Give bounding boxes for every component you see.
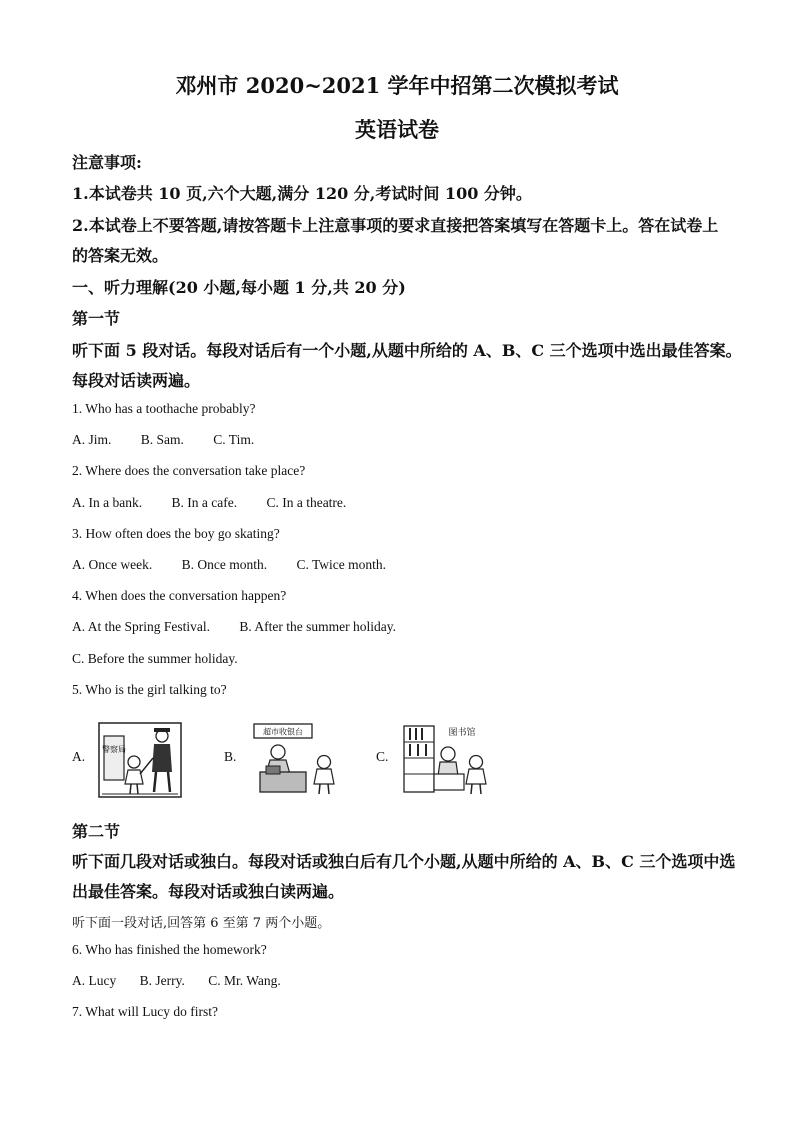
option-b: B. Once month. <box>181 557 268 572</box>
option-a: A. In a bank. <box>72 495 143 510</box>
part1-heading: 一、听力理解(20 小题,每小题 1 分,共 20 分) <box>72 278 406 297</box>
question-1: 1. Who has a toothache probably? <box>72 401 256 416</box>
notes-item-1: 1.本试卷共 10 页,六个大题,满分 120 分,考试时间 100 分钟。 <box>72 184 532 203</box>
notes-item-2-cont: 的答案无效。 <box>72 246 169 265</box>
supermarket-checkout-picture <box>252 722 344 798</box>
notes-item-2: 2.本试卷上不要答题,请按答题卡上注意事项的要求直接把答案填写在答题卡上。答在试卷上 <box>72 216 719 235</box>
question-4-option-c: C. Before the summer holiday. <box>72 651 238 666</box>
section2-sub-instruction: 听下面一段对话,回答第 6 至第 7 两个小题。 <box>72 916 331 931</box>
picture-c-label: C. <box>376 749 389 764</box>
option-a: A. Lucy <box>72 973 117 988</box>
exam-subtitle: 英语试卷 <box>355 117 439 142</box>
section1-heading: 第一节 <box>72 309 121 328</box>
supermarket-checkout-sign: 超市收银台 <box>263 727 303 737</box>
option-a: A. Once week. <box>72 557 153 572</box>
picture-a-label: A. <box>72 749 86 764</box>
option-b: B. Jerry. <box>139 973 185 988</box>
question-7: 7. What will Lucy do first? <box>72 1004 218 1019</box>
police-station-picture <box>98 722 182 798</box>
section1-instruction-cont: 每段对话读两遍。 <box>72 371 201 390</box>
question-3: 3. How often does the boy go skating? <box>72 526 280 541</box>
option-c: C. In a theatre. <box>266 495 347 510</box>
section2-heading: 第二节 <box>72 822 121 841</box>
question-2-options <box>72 495 372 511</box>
option-b: B. Sam. <box>140 432 184 447</box>
question-3-options <box>72 557 412 573</box>
library-picture <box>402 722 490 798</box>
option-b: B. After the summer holiday. <box>239 619 396 634</box>
question-2: 2. Where does the conversation take place? <box>72 463 306 478</box>
notes-heading: 注意事项: <box>72 153 142 172</box>
question-5: 5. Who is the girl talking to? <box>72 682 227 697</box>
option-a: A. At the Spring Festival. <box>72 619 210 634</box>
option-a: A. Jim. <box>72 432 112 447</box>
question-6-options <box>72 973 307 989</box>
exam-title: 邓州市 2020~2021 学年中招第二次模拟考试 <box>175 73 619 98</box>
police-station-sign: 警察局 <box>102 745 126 754</box>
section1-instruction: 听下面 5 段对话。每段对话后有一个小题,从题中所给的 A、B、C 三个选项中选出最佳答案。 <box>72 341 742 360</box>
option-c: C. Mr. Wang. <box>208 973 281 988</box>
picture-b-label: B. <box>224 749 237 764</box>
option-b: B. In a cafe. <box>171 495 238 510</box>
question-4: 4. When does the conversation happen? <box>72 588 287 603</box>
question-4-options <box>72 619 422 635</box>
option-c: C. Tim. <box>213 432 255 447</box>
question-6: 6. Who has finished the homework? <box>72 942 267 957</box>
question-1-options <box>72 432 280 448</box>
section2-instruction: 听下面几段对话或独白。每段对话或独白后有几个小题,从题中所给的 A、B、C 三个选项中选 <box>72 852 736 871</box>
section2-instruction-cont: 出最佳答案。每段对话或独白读两遍。 <box>72 882 345 901</box>
library-sign: 图书馆 <box>448 728 476 738</box>
option-c: C. Twice month. <box>296 557 387 572</box>
